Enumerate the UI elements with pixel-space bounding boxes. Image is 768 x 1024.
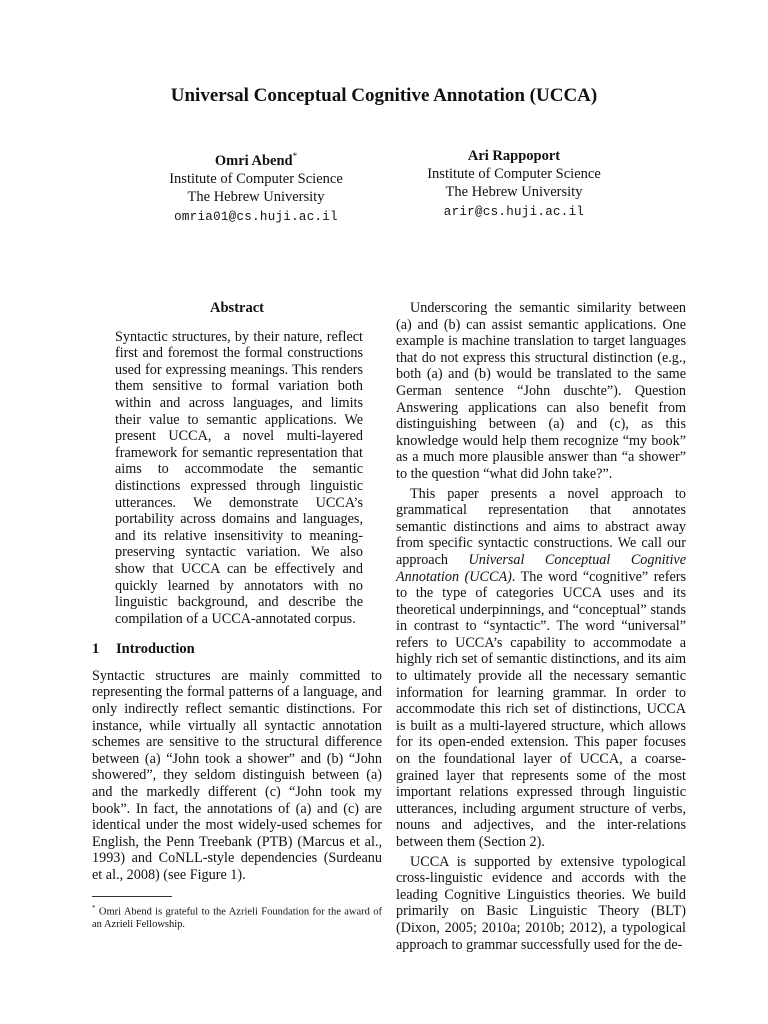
paper-title: Universal Conceptual Cognitive Annotation (UCCA): [170, 85, 598, 106]
footnote-text: Omri Abend is grateful to the Azrieli Foundation for the award of an Azrieli Fellowship.: [92, 906, 382, 931]
section-number: 1: [92, 641, 100, 658]
author-email-1: omria01@cs.huji.ac.il: [174, 209, 338, 224]
author-block-1: [106, 147, 406, 226]
author-affiliation-2: Institute of Computer Science: [427, 166, 601, 182]
author-email-2: arir@cs.huji.ac.il: [443, 205, 585, 219]
author-institution-2: The Hebrew University: [445, 184, 583, 200]
author-affiliation-1: Institute of Computer Science: [169, 170, 343, 187]
footnote-mark: *: [92, 903, 96, 912]
author-name-1: Omri Abend*: [214, 151, 298, 169]
footnote-divider: [92, 896, 172, 897]
intro-paragraph-1: Syntactic structures are mainly committed to representing the formal patterns of a language, and only indirectly reflect semantic distinctions. For instance, while virtually all syntactic annotation schemes are sensitive to the structural difference between (a) “John took a shower” and (b) “John showered”, they seldom distinguish between (a) and the markedly different (c) “John took my book”. In fact, the annotations of (a) and (c) are identical under the most widely-used schemes for English, the Penn Treebank (PTB) (Marcus et al., 1993) and CoNLL-style dependencies (Surdeanu et al., 2008) (see Figure 1).: [92, 667, 382, 883]
section-heading-introduction: [92, 641, 382, 658]
intro-paragraph-2: Underscoring the semantic similarity between (a) and (b) can assist semantic applications. One example is machine translation to target languages that do not express this structural distinction (e.g., both (a) and (b) would be translated to the same German sentence “John duschte”). Question Answering applications can also benefit from distinguishing between (a) and (c), as this knowledge would help them recognize “my book” as a much more plausible answer than “a shower” to the question “what did John take?”.: [396, 300, 686, 482]
abstract-text: Syntactic structures, by their nature, reflect first and foremost the formal constructions used for expressing meanings. This renders them sensitive to formal variation both within and across languages, and limits their value to semantic applications. We present UCCA, a novel multi-layered framework for semantic representation that aims to accommodate the semantic distinctions expressed through linguistic utterances. We demonstrate UCCA’s portability across domains and languages, and its relative insensitivity to meaning-preserving syntactic variation. We also show that UCCA can be effectively and quickly learned by annotators with no linguistic background, and describe the compilation of a UCCA-annotated corpus.: [115, 328, 363, 627]
right-column: [396, 300, 686, 953]
author-footnote-mark: *: [292, 151, 298, 161]
section-title: Introduction: [116, 641, 195, 658]
left-column: [92, 300, 382, 931]
author-block-2: [364, 147, 664, 221]
abstract-heading: Abstract: [210, 300, 264, 316]
footnote: [92, 902, 382, 932]
ucca-name-italic: Universal Conceptual Cognitive Annotation (UCCA): [396, 551, 686, 585]
author-institution-1: The Hebrew University: [187, 188, 325, 205]
intro-paragraph-3: This paper presents a novel approach to grammatical representation that annotates semantic distinctions and aims to abstract away from specific syntactic constructions. We call our approach Universal Conceptual Cognitive Annotation (UCCA). The word “cognitive” refers to the type of categories UCCA uses and its theoretical underpinnings, and “conceptual” stands in contrast to “syntactic”. The word “universal” refers to UCCA’s capability to accommodate a highly rich set of semantic distinctions, and its aim to ultimately provide all the necessary semantic information for learning grammar. In order to accommodate this rich set of distinctions, UCCA is built as a multi-layered structure, which allows for its open-ended extension. This paper focuses on the foundational layer of UCCA, a coarse-grained layer that represents some of the most important relations expressed through linguistic utterances, including argument structure of verbs, nouns and adjectives, and the inter-relations between them (Section 2).: [396, 485, 687, 850]
intro-paragraph-4: UCCA is supported by extensive typological cross-linguistic evidence and accords with the leading Cognitive Linguistics theories. We build primarily on Basic Linguistic Theory (BLT) (Dixon, 2005; 2010a; 2010b; 2012), a typological approach to grammar successfully used for the de-: [396, 853, 686, 953]
author-name-2: Ari Rappoport: [467, 148, 561, 164]
